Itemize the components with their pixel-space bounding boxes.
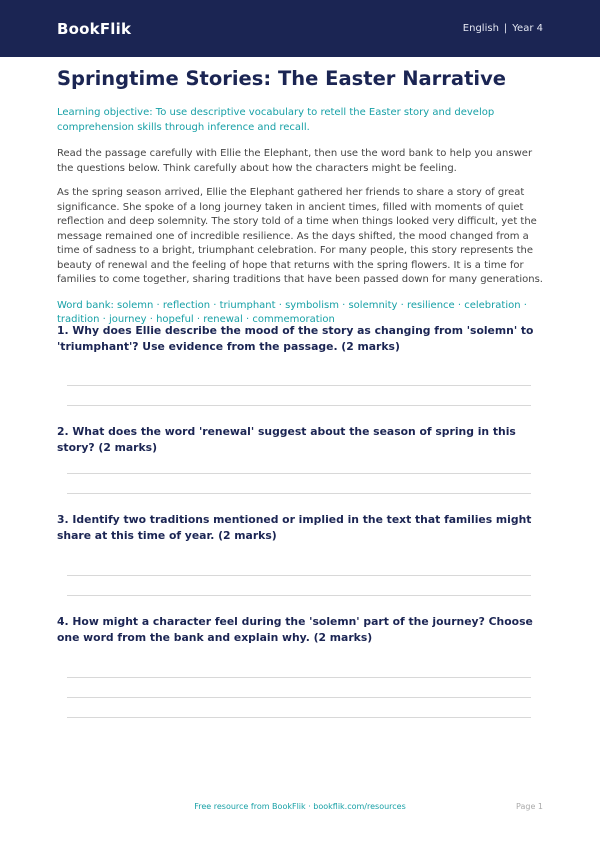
word-bank: Word bank: solemn · reflection · triumphant · symbolism · solemnity · resilience · celebration · tradition · journey · hopeful · renewal · commemoration xyxy=(57,299,527,325)
story-passage: As the spring season arrived, Ellie the Elephant gathered her friends to share a story of great significance. She spoke of a long journey taken in ancient times, filled with moments of quiet reflection and deep solemnity. The story told of a time when things looked very difficult, yet the message remained one of incredible resilience. As the days shifted, the mood changed from a time of sadness to a bright, triumphant celebration. For many people, this story represents the beauty of renewal and the feeling of hope that returns with the spring flowers. It is a time for families to come together, sharing traditions that have been passed down for many generations. xyxy=(57,187,543,285)
question-1: 1. Why does Ellie describe the mood of the story as changing from 'solemn' to 'triumphant'? Use evidence from the passage. (2 marks) xyxy=(57,324,534,353)
answer-line-q2-2[interactable] xyxy=(67,493,531,494)
year-label: Year 4 xyxy=(512,23,543,34)
question-3: 3. Identify two traditions mentioned or implied in the text that families might share at this time of year. (2 marks) xyxy=(57,513,532,542)
subject-year-label xyxy=(463,23,543,34)
subject-label: English xyxy=(462,23,499,34)
brand-logo-text: BookFlik xyxy=(57,19,132,38)
question-4: 4. How might a character feel during the 'solemn' part of the journey? Choose one word from the bank and explain why. (2 marks) xyxy=(57,615,533,644)
instructions-paragraph: Read the passage carefully with Ellie the Elephant, then use the word bank to help you answer the questions below. Think carefully about how the characters might be feeling. xyxy=(57,148,533,174)
answer-line-q1-2[interactable] xyxy=(67,405,531,406)
page-number: Page 1 xyxy=(516,802,543,811)
question-2: 2. What does the word 'renewal' suggest about the season of spring in this story? (2 marks) xyxy=(57,425,516,454)
page-header xyxy=(0,0,600,57)
meta-separator: | xyxy=(503,23,508,34)
page-title: Springtime Stories: The Easter Narrative xyxy=(57,67,507,90)
page-footer xyxy=(57,802,543,814)
answer-line-q3-1[interactable] xyxy=(67,575,531,576)
answer-line-q4-2[interactable] xyxy=(67,697,531,698)
answer-line-q4-1[interactable] xyxy=(67,677,531,678)
answer-line-q2-1[interactable] xyxy=(67,473,531,474)
answer-line-q3-2[interactable] xyxy=(67,595,531,596)
footer-resource-link[interactable]: Free resource from BookFlik · bookflik.com/resources xyxy=(194,802,406,811)
learning-objective: Learning objective: To use descriptive vocabulary to retell the Easter story and develop comprehension skills through inference and recall. xyxy=(57,107,495,133)
answer-line-q1-1[interactable] xyxy=(67,385,531,386)
answer-line-q4-3[interactable] xyxy=(67,717,531,718)
worksheet-content xyxy=(57,64,543,328)
